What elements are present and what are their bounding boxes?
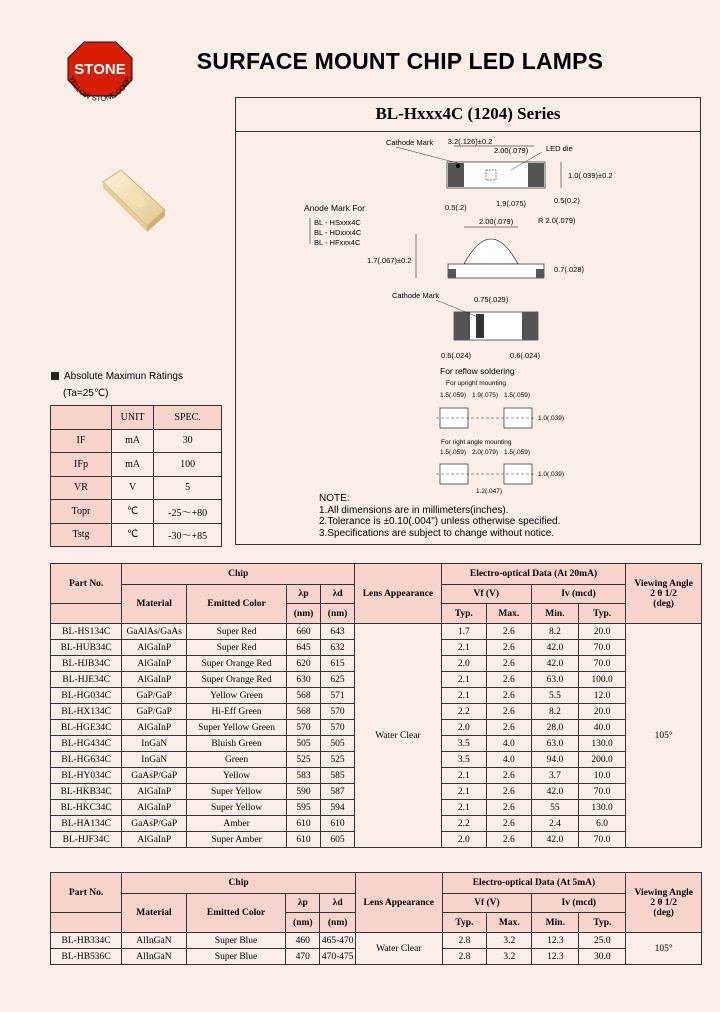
dim-lens-radius: R 2.0(.079) — [538, 216, 576, 225]
dim-top-width: 3.2(.126)±0.2 — [447, 137, 493, 146]
lens-appearance: Water Clear — [356, 933, 442, 965]
table-row: BL-HGE34C AlGaInP Super Yellow Green 570 570 2.0 2.6 28.0 40.0 — [51, 720, 702, 736]
dim-pad-right: 0.5(0.2) — [554, 196, 580, 205]
right-angle-height: 1.0(.039) — [538, 471, 565, 478]
dim-lens-width: 2.00(.079) — [479, 217, 514, 226]
table-row: BL-HA134C GaAsP/GaP Amber 610 610 2.2 2.6 2.4 6.0 — [51, 816, 702, 832]
anode-title: Anode Mark For — [304, 203, 365, 213]
cathode-mark-label: Cathode Mark — [386, 138, 434, 147]
series-title: BL-Hxxx4C (1204) Series — [375, 104, 561, 123]
led-die-label: LED die — [546, 144, 573, 153]
table-row: BL-HJF34C AlGaInP Super Amber 610 605 2.0 2.6 42.0 70.0 — [51, 832, 702, 848]
table-row: Tstg ℃ -30～+85 — [51, 523, 222, 547]
dim-bottom-top: 0.75(.029) — [474, 295, 509, 304]
reflow-title: For reflow soldering — [440, 366, 515, 376]
upright-height: 1.0(.039) — [538, 415, 565, 422]
table-row: BL-HS134C GaAlAs/GaAs Super Red 660 643 Water Clear 1.7 2.6 8.2 20.0 105° — [51, 624, 702, 640]
table-row: BL-HJB34C AlGaInP Super Orange Red 620 615 2.0 2.6 42.0 70.0 — [51, 656, 702, 672]
lens-profile — [464, 239, 518, 264]
table-row: BL-HG434C InGaN Bluish Green 505 505 3.5 4.0 63.0 130.0 — [51, 736, 702, 752]
ratings-title: Absolute Maximun Ratings — [51, 371, 183, 382]
table-row: BL-HX134C GaP/GaP Hi-Eff Green 568 570 2.2 2.6 8.2 20.0 — [51, 704, 702, 720]
upright-dim-1: 1.5(.059) — [440, 392, 467, 399]
cathode-mark-2-label: Cathode Mark — [392, 291, 440, 300]
ratings-table: UNIT SPEC. IF mA 30 IFp mA 100 VR V 5 Topr ℃ -25～+80 Tstg ℃ -30～+85 — [50, 405, 222, 547]
right-angle-bottom: 1.2(.047) — [476, 488, 503, 495]
spec-table-20ma: Part No. Chip Lens Appearance Electro-optical Data (At 20mA) Viewing Angle 2 θ 1/2 (deg) Material Emitted Color λp λd Vf (V) Iv (mcd) (nm) (nm) Typ. Max. Min. Typ. BL-HS134C GaAlAs/GaAs Super Red 660 643 Water Clear 1.7 2.6 8.2 20.0 105° BL-HUB34C AlGaInP Super Red 645 632 2.1 2.6 42.0 70.0 BL-HJB34C AlGaInP Super Orange Red 620 615 2.0 2.6 42.0 70.0 BL-HJE34C AlGaInP Super Orange Red 630 625 2.1 2.6 63.0 100.0 BL-HG034C GaP/GaP Yellow Green 568 571 2.1 2.6 5.5 12.0 BL-HX134C GaP/GaP Hi-Eff Green 568 570 2.2 2.6 8.2 20.0 BL-HGE34C AlGaInP Super Yellow Green 570 570 2.0 2.6 28.0 40.0 BL-HG434C InGaN Bluish Green 505 505 3.5 4.0 63.0 130.0 BL-HG634C InGaN Green 525 525 3.5 4.0 94.0 200.0 BL-HY034C GaAsP/GaP Yellow 583 585 2.1 2.6 3.7 10.0 BL-HKB34C AlGaInP Super Yellow 590 587 2.1 2.6 42.0 70.0 BL-HKC34C AlGaInP Super Yellow 595 594 2.1 2.6 55 130.0 BL-HA134C GaAsP/GaP Amber 610 610 2.2 2.6 2.4 6.0 BL-HJF34C AlGaInP Super Amber 610 605 2.0 2.6 42.0 70.0 — [50, 563, 702, 848]
table-row: BL-HB334C AlInGaN Super Blue 460 465-470 Water Clear 2.8 3.2 12.3 25.0 105° — [51, 933, 702, 949]
dim-pad-mid: 1.9(.075) — [496, 199, 527, 208]
table-row: BL-HKC34C AlGaInP Super Yellow 595 594 2.1 2.6 55 130.0 — [51, 800, 702, 816]
dimension-drawing — [236, 132, 700, 544]
viewing-angle: 105° — [626, 624, 702, 848]
viewing-angle: 105° — [626, 933, 702, 965]
anode-item-3: BL - HFxxx4C — [314, 238, 361, 247]
ratings-condition: (Ta=25℃) — [63, 388, 109, 399]
dim-pad-left: 0.5(.2) — [445, 203, 467, 212]
right-angle-dim-2: 2.0(.079) — [472, 449, 499, 456]
company-name: YELLOW STONE CORP. — [67, 74, 133, 104]
table-row: IF mA 30 — [51, 429, 222, 453]
right-angle-dim-3: 1.5(.059) — [504, 449, 531, 456]
upright-label: For upright mounting — [446, 380, 506, 387]
dim-side-small: 0.7(.028) — [554, 265, 585, 274]
lens-appearance: Water Clear — [355, 624, 442, 848]
dim-top-inner: 2.00(.079) — [494, 146, 529, 155]
anode-item-2: BL - HDxxx4C — [314, 228, 362, 237]
table-row: BL-HB536C AlInGaN Super Blue 470 470-475 2.8 3.2 12.3 30.0 — [51, 949, 702, 965]
company-logo — [62, 37, 138, 107]
table-row: BL-HY034C GaAsP/GaP Yellow 583 585 2.1 2.6 3.7 10.0 — [51, 768, 702, 784]
table-row: VR V 5 — [51, 476, 222, 500]
upright-dim-3: 1.5(.059) — [504, 392, 531, 399]
dim-bottom-right: 0.6(.024) — [510, 351, 541, 360]
table-row: IFp mA 100 — [51, 453, 222, 477]
led-chip-image — [95, 160, 175, 240]
logo-text: STONE — [74, 61, 126, 78]
upright-dim-2: 1.9(.075) — [472, 392, 499, 399]
page-title: SURFACE MOUNT CHIP LED LAMPS — [196, 48, 604, 74]
table-row: BL-HG634C InGaN Green 525 525 3.5 4.0 94.0 200.0 — [51, 752, 702, 768]
table-row: BL-HJE34C AlGaInP Super Orange Red 630 625 2.1 2.6 63.0 100.0 — [51, 672, 702, 688]
notes: NOTE: 1.All dimensions are in millimeters(inches). 2.Tolerance is ±0.10(.004") unless otherwise specified. 3.Specifications are subject to change without notice. — [319, 493, 561, 539]
right-angle-label: For right angle mounting — [441, 439, 512, 446]
anode-item-1: BL - HSxxx4C — [314, 218, 361, 227]
dim-side-height: 1.7(.067)±0.2 — [367, 256, 412, 265]
dim-height-right: 1.0(.039)±0.2 — [568, 171, 613, 180]
dim-bottom-left: 0.6(.024) — [441, 351, 472, 360]
table-row: Topr ℃ -25～+80 — [51, 500, 222, 524]
table-row: BL-HG034C GaP/GaP Yellow Green 568 571 2.1 2.6 5.5 12.0 — [51, 688, 702, 704]
table-row: BL-HUB34C AlGaInP Super Red 645 632 2.1 2.6 42.0 70.0 — [51, 640, 702, 656]
right-angle-dim-1: 1.5(.059) — [440, 449, 467, 456]
spec-table-5ma: Part No. Chip Lens Appearance Electro-optical Data (At 5mA) Viewing Angle 2 θ 1/2 (deg) Material Emitted Color λp λd Vf (V) Iv (mcd) (nm) (nm) Typ. Max. Min. Typ. BL-HB334C AlInGaN Super Blue 460 465-470 Water Clear 2.8 3.2 12.3 25.0 105° BL-HB536C AlInGaN Super Blue 470 470-475 2.8 3.2 12.3 30.0 — [50, 872, 702, 965]
table-row: BL-HKB34C AlGaInP Super Yellow 590 587 2.1 2.6 42.0 70.0 — [51, 784, 702, 800]
